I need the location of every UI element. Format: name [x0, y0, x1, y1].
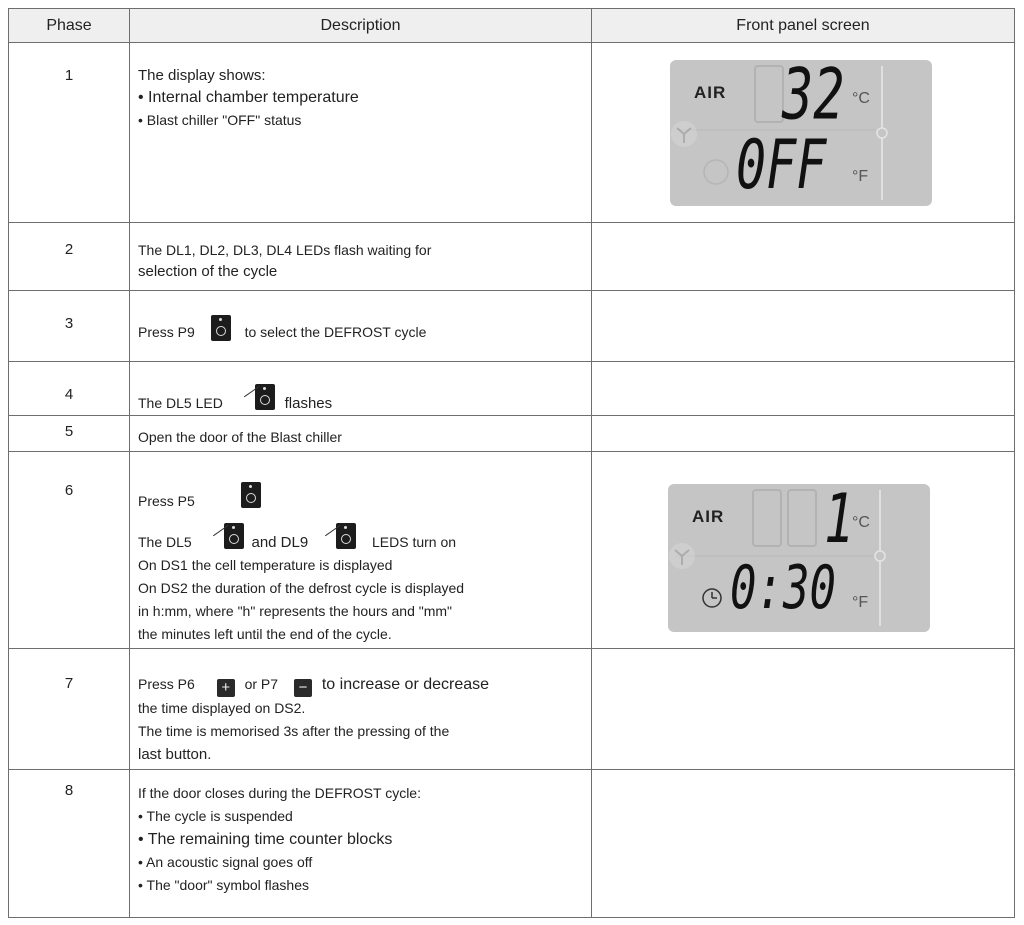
lcd-top-unit: °C: [852, 514, 870, 531]
phase-number: 8: [64, 782, 74, 799]
desc-text: and DL9: [251, 534, 309, 551]
power-key-icon: [241, 482, 261, 508]
phase-number: 2: [64, 241, 74, 258]
desc-line: The time is memorised 3s after the pressing of the: [138, 723, 450, 739]
power-led-icon: [255, 384, 275, 410]
table-row: [9, 416, 1015, 452]
phase-number: 1: [64, 67, 74, 84]
lcd-bottom-value: 0:30: [730, 554, 836, 623]
desc-text: The DL5: [138, 534, 192, 550]
table-row: [9, 291, 1015, 362]
desc-line: On DS1 the cell temperature is displayed: [138, 557, 393, 573]
power-led-icon: [224, 523, 244, 549]
desc-line: in h:mm, where "h" represents the hours and "mm": [138, 603, 453, 619]
desc-text: The DL5 LED: [138, 395, 223, 411]
phase-number: 5: [64, 423, 74, 440]
phase-number: 4: [64, 386, 74, 403]
desc-line: the time displayed on DS2.: [138, 700, 306, 716]
desc-line: • An acoustic signal goes off: [138, 854, 313, 870]
desc-line: • The "door" symbol flashes: [138, 877, 309, 893]
table-row: [9, 43, 1015, 223]
desc-line: • The remaining time counter blocks: [138, 831, 393, 848]
desc-line: The display shows:: [138, 67, 266, 84]
timer-icon: [703, 589, 721, 607]
minus-key-icon: −: [294, 679, 312, 697]
fan-icon: [671, 121, 697, 147]
header-phase: Phase: [9, 9, 130, 43]
desc-line: • Internal chamber temperature: [138, 89, 359, 106]
lcd-top-value: 32: [782, 55, 845, 136]
defrost-led-icon: [336, 523, 356, 549]
desc-line: If the door closes during the DEFROST cycle:: [138, 785, 421, 801]
desc-text: flashes: [284, 395, 333, 412]
desc-line: • Blast chiller "OFF" status: [138, 112, 302, 128]
table-row: [9, 223, 1015, 291]
lcd-bottom-value: 0FF: [736, 126, 827, 205]
defrost-key-icon: [211, 315, 231, 341]
desc-text: Press P5: [138, 493, 195, 509]
table-row: [9, 770, 1015, 918]
desc-text: to select the DEFROST cycle: [244, 324, 427, 340]
table-row: [9, 452, 1015, 649]
desc-text: LEDS turn on: [371, 534, 457, 550]
table-row: [9, 362, 1015, 416]
phase-number: 6: [64, 482, 74, 499]
header-screen: Front panel screen: [592, 9, 1015, 43]
desc-text: Press P6: [138, 676, 195, 692]
procedure-table: [8, 8, 1015, 918]
plus-key-icon: +: [217, 679, 235, 697]
desc-text: to increase or decrease: [321, 676, 490, 693]
phase-number: 7: [64, 675, 74, 692]
lcd-display: [668, 480, 930, 632]
header-row: [9, 9, 1015, 43]
desc-line: Open the door of the Blast chiller: [138, 429, 342, 445]
desc-line: last button.: [138, 746, 212, 763]
lcd-top-unit: °C: [852, 90, 870, 107]
phase-number: 3: [64, 315, 74, 332]
table-row: [9, 649, 1015, 770]
desc-text: Press P9: [138, 324, 195, 340]
lcd-display: [670, 55, 932, 206]
fan-icon: [669, 543, 695, 569]
desc-line: • The cycle is suspended: [138, 808, 293, 824]
desc-line: On DS2 the duration of the defrost cycle is displayed: [138, 580, 465, 596]
desc-line: selection of the cycle: [138, 263, 278, 280]
desc-text: or P7: [244, 676, 279, 692]
header-description: Description: [130, 9, 592, 43]
lcd-bottom-unit: °F: [852, 594, 869, 611]
lcd-bottom-unit: °F: [852, 168, 869, 185]
timer-icon: [704, 160, 728, 184]
lcd-top-value: 1: [824, 480, 855, 559]
desc-line: The DL1, DL2, DL3, DL4 LEDs flash waiting for: [138, 242, 432, 258]
lcd-air-label: AIR: [692, 507, 725, 526]
lcd-air-label: AIR: [694, 83, 727, 102]
desc-line: the minutes left until the end of the cycle.: [138, 626, 392, 642]
